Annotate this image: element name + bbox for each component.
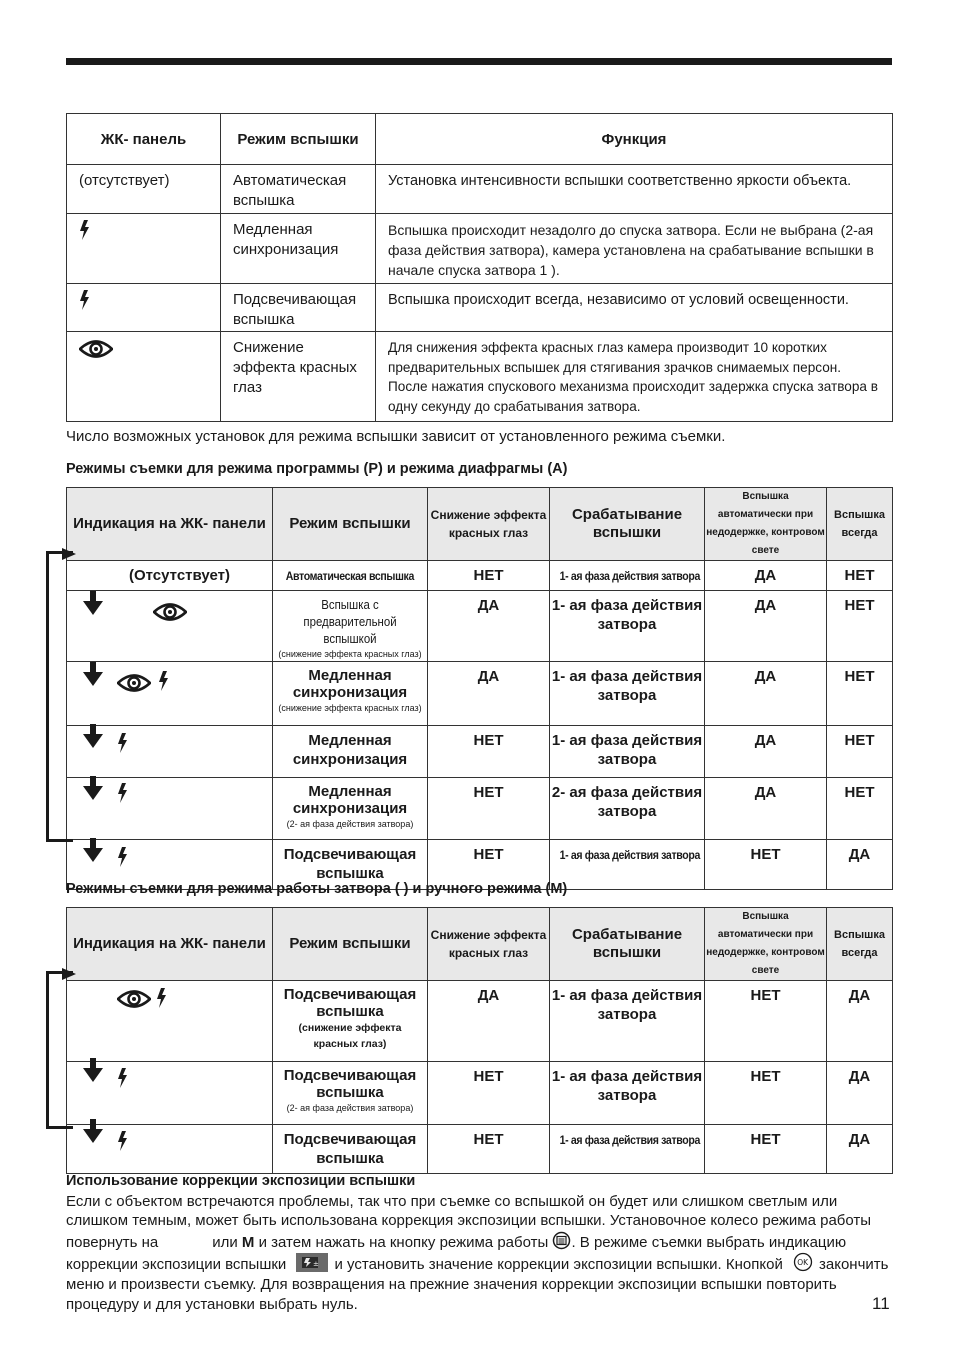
mode-cell: Подсвечивающая вспышка bbox=[273, 1125, 428, 1174]
redeye-cell: ДА bbox=[428, 981, 550, 1062]
indication-cell: (Отсутствует) bbox=[67, 561, 273, 591]
table-header-row bbox=[67, 908, 893, 981]
mode-cell: Снижение эффекта красных глаз bbox=[221, 332, 376, 422]
table-header-row bbox=[67, 114, 893, 165]
function-cell: Установка интенсивности вспышки соответственно яркости объекта. bbox=[376, 165, 893, 214]
mode-cell: Подсвечивающая вспышка bbox=[221, 284, 376, 332]
correction-title: Использование коррекции экспозиции вспышки bbox=[66, 1173, 416, 1189]
header-mode: Режим вспышки bbox=[273, 488, 428, 561]
mode-label: Подсвечивающая вспышка bbox=[283, 986, 417, 1020]
arrow-down-icon bbox=[83, 724, 103, 748]
table-row bbox=[67, 561, 893, 591]
mode-cell bbox=[273, 591, 428, 662]
mode-note: (снижение эффекта красных глаз) bbox=[298, 1022, 402, 1050]
header-always: Вспышка всегда bbox=[827, 488, 893, 561]
mode-cell bbox=[273, 662, 428, 726]
redeye-cell: ДА bbox=[428, 591, 550, 662]
trigger-cell: 1- ая фаза действия затвора bbox=[550, 981, 705, 1062]
flash-icon bbox=[117, 1068, 129, 1088]
indication-cell bbox=[67, 778, 273, 840]
header-lcd-panel: ЖК- панель bbox=[67, 114, 221, 165]
arrow-down-icon bbox=[83, 662, 103, 686]
function-cell: Для снижения эффекта красных глаз камера производит 10 коротких предварительных вспышек для стягивания зрачков снимаемых персон. После нажатия спускового механизма происходит задержка спуска затвора в одну секунду до срабатывания затвора. bbox=[376, 332, 893, 422]
always-cell: НЕТ bbox=[827, 561, 893, 591]
mode-cell: Подсвечивающая вспышка bbox=[273, 840, 428, 890]
arrow-down-icon bbox=[83, 1119, 103, 1143]
svg-text:±: ± bbox=[313, 1260, 320, 1269]
header-indication: Индикация на ЖК- панели bbox=[67, 908, 273, 981]
eye-icon bbox=[117, 988, 151, 1010]
table-row bbox=[67, 1062, 893, 1125]
flash-icon bbox=[158, 671, 170, 691]
mode-label: Медленная синхронизация bbox=[292, 783, 408, 817]
auto-cell: НЕТ bbox=[705, 840, 827, 890]
always-cell: ДА bbox=[827, 1125, 893, 1174]
auto-cell: ДА bbox=[705, 662, 827, 726]
function-cell: Вспышка происходит всегда, независимо от условий освещенности. bbox=[376, 284, 893, 332]
trigger-label: 1- ая фаза действия затвора bbox=[559, 569, 701, 583]
panel-cell bbox=[67, 332, 221, 422]
mode-cell: Автоматическая вспышка bbox=[221, 165, 376, 214]
mode-label: Автоматическая вспышка bbox=[285, 569, 415, 583]
flash-icon bbox=[117, 733, 129, 753]
redeye-cell: НЕТ bbox=[428, 840, 550, 890]
function-cell: Вспышка происходит незадолго до спуска затвора. Если не выбрана (2-ая фаза действия затвора), камера установлена на срабатывание вспышки в начале спуска затвора 1 ). bbox=[376, 214, 893, 284]
mode-note: (2- ая фаза действия затвора) bbox=[286, 819, 414, 829]
header-trigger: Срабатывание вспышки bbox=[550, 908, 705, 981]
trigger-cell: 1- ая фаза действия затвора bbox=[550, 726, 705, 778]
cycle-arrow-head-icon bbox=[62, 548, 76, 560]
mode-cell bbox=[273, 778, 428, 840]
flash-icon bbox=[117, 1131, 129, 1151]
table-row bbox=[67, 214, 893, 284]
redeye-cell: НЕТ bbox=[428, 561, 550, 591]
flash-correction-icon bbox=[296, 1253, 328, 1272]
always-cell: НЕТ bbox=[827, 778, 893, 840]
mode-cell bbox=[273, 561, 428, 591]
page-number: 11 bbox=[872, 1294, 890, 1313]
mode-cell bbox=[273, 981, 428, 1062]
table-row bbox=[67, 662, 893, 726]
eye-icon bbox=[117, 672, 151, 694]
mode-note: (2- ая фаза действия затвора) bbox=[286, 1103, 414, 1113]
flash-exposure-correction bbox=[66, 1172, 896, 1314]
shutter-manual-table bbox=[66, 907, 893, 1174]
table-row bbox=[67, 165, 893, 214]
always-cell: ДА bbox=[827, 840, 893, 890]
mode-cell bbox=[273, 1062, 428, 1125]
table-row bbox=[67, 1125, 893, 1174]
mode-label: Подсвечивающая вспышка bbox=[283, 1067, 417, 1101]
mode-note: (снижение эффекта красных глаз) bbox=[278, 649, 422, 659]
table-header-row bbox=[67, 488, 893, 561]
auto-cell: НЕТ bbox=[705, 1062, 827, 1125]
header-flash-mode: Режим вспышки bbox=[221, 114, 376, 165]
mode-label: Медленная синхронизация bbox=[292, 667, 408, 701]
always-cell: НЕТ bbox=[827, 591, 893, 662]
cycle-loop-line bbox=[46, 971, 73, 1129]
table-row bbox=[67, 591, 893, 662]
section-title-shutter-manual: Режимы съемки для режима работы затвора ( ) и ручного режима (M) bbox=[66, 881, 568, 897]
redeye-cell: ДА bbox=[428, 662, 550, 726]
program-aperture-table bbox=[66, 487, 893, 890]
table-row bbox=[67, 778, 893, 840]
mode-cell: Медленная синхронизация bbox=[221, 214, 376, 284]
redeye-cell: НЕТ bbox=[428, 726, 550, 778]
always-cell: ДА bbox=[827, 1062, 893, 1125]
redeye-cell: НЕТ bbox=[428, 1125, 550, 1174]
always-cell: ДА bbox=[827, 981, 893, 1062]
correction-body bbox=[66, 1192, 896, 1315]
auto-cell: ДА bbox=[705, 591, 827, 662]
correction-text-3: и затем нажать на кнопку режима работы bbox=[258, 1233, 549, 1251]
trigger-label: 1- ая фаза действия затвора bbox=[559, 1133, 701, 1147]
auto-cell: ДА bbox=[705, 561, 827, 591]
correction-text-4: . В режиме съемки выбрать индикацию коррекции экспозиции вспышки bbox=[66, 1233, 847, 1274]
trigger-cell bbox=[550, 840, 705, 890]
arrow-down-icon bbox=[83, 838, 103, 862]
indication-cell bbox=[67, 1125, 273, 1174]
panel-cell: (отсутствует) bbox=[67, 165, 221, 214]
always-cell: НЕТ bbox=[827, 726, 893, 778]
arrow-down-icon bbox=[83, 591, 103, 615]
cycle-arrow-head-icon bbox=[62, 968, 76, 980]
indication-cell bbox=[67, 726, 273, 778]
header-trigger: Срабатывание вспышки bbox=[550, 488, 705, 561]
arrow-down-icon bbox=[83, 1058, 103, 1082]
mode-button-icon bbox=[552, 1231, 571, 1250]
eye-icon bbox=[153, 601, 187, 623]
table-row bbox=[67, 332, 893, 422]
header-auto: Вспышка автоматически при недодержке, контровом свете bbox=[705, 488, 827, 561]
header-redeye: Снижение эффекта красных глаз bbox=[428, 488, 550, 561]
header-indication: Индикация на ЖК- панели bbox=[67, 488, 273, 561]
section-title-program-aperture: Режимы съемки для режима программы (P) и режима диафрагмы (A) bbox=[66, 461, 568, 477]
settings-note: Число возможных установок для режима вспышки зависит от установленного режима съемки. bbox=[66, 428, 726, 445]
flash-function-table bbox=[66, 113, 893, 422]
mode-cell: Медленная синхронизация bbox=[273, 726, 428, 778]
header-redeye: Снижение эффекта красных глаз bbox=[428, 908, 550, 981]
auto-cell: ДА bbox=[705, 726, 827, 778]
indication-cell bbox=[67, 591, 273, 662]
correction-text-6: закончить меню и произвести съемку. Для возвращения на прежние значения коррекции экспозиции вспышки повторить процедуру и для установки выбрать нуль. bbox=[66, 1256, 889, 1313]
trigger-cell: 1- ая фаза действия затвора bbox=[550, 1062, 705, 1125]
trigger-cell: 1- ая фаза действия затвора bbox=[550, 591, 705, 662]
header-function: Функция bbox=[376, 114, 893, 165]
flash-icon bbox=[79, 220, 91, 240]
trigger-cell: 1- ая фаза действия затвора bbox=[550, 662, 705, 726]
flash-icon bbox=[117, 847, 129, 867]
panel-cell bbox=[67, 284, 221, 332]
correction-text-2b: M bbox=[241, 1233, 255, 1251]
trigger-label: 1- ая фаза действия затвора bbox=[559, 848, 701, 862]
table-row bbox=[67, 981, 893, 1062]
correction-text-2: или bbox=[212, 1233, 238, 1251]
trigger-cell: 2- ая фаза действия затвора bbox=[550, 778, 705, 840]
header-auto: Вспышка автоматически при недодержке, контровом свете bbox=[705, 908, 827, 981]
indication-cell bbox=[67, 1062, 273, 1125]
eye-icon bbox=[79, 338, 113, 360]
auto-cell: НЕТ bbox=[705, 1125, 827, 1174]
header-always: Вспышка всегда bbox=[827, 908, 893, 981]
redeye-cell: НЕТ bbox=[428, 1062, 550, 1125]
trigger-cell bbox=[550, 561, 705, 591]
mode-label: Вспышка с предварительной вспышкой bbox=[303, 597, 397, 646]
correction-text-5: и установить значение коррекции экспозиции вспышки. Кнопкой bbox=[334, 1256, 783, 1274]
svg-text:OK: OK bbox=[797, 1258, 809, 1268]
auto-cell: НЕТ bbox=[705, 981, 827, 1062]
redeye-cell: НЕТ bbox=[428, 778, 550, 840]
flash-icon bbox=[117, 783, 129, 803]
header-mode: Режим вспышки bbox=[273, 908, 428, 981]
cycle-loop-line bbox=[46, 551, 73, 842]
indication-cell bbox=[67, 981, 273, 1062]
trigger-cell bbox=[550, 1125, 705, 1174]
correction-text-1: Если с объектом встречаются проблемы, так что при съемке со вспышкой он будет или слишком светлым или слишком темным, может быть использована коррекция экспозиции вспышки. Установочное колесо режима работы повернуть на bbox=[66, 1192, 872, 1251]
flash-icon bbox=[156, 988, 168, 1008]
table-row bbox=[67, 726, 893, 778]
always-cell: НЕТ bbox=[827, 662, 893, 726]
panel-cell bbox=[67, 214, 221, 284]
auto-cell: ДА bbox=[705, 778, 827, 840]
flash-icon bbox=[79, 290, 91, 310]
arrow-down-icon bbox=[83, 776, 103, 800]
ok-button-icon bbox=[793, 1252, 813, 1272]
mode-note: (снижение эффекта красных глаз) bbox=[278, 703, 422, 713]
table-row bbox=[67, 284, 893, 332]
top-rule bbox=[66, 58, 892, 65]
indication-cell bbox=[67, 662, 273, 726]
